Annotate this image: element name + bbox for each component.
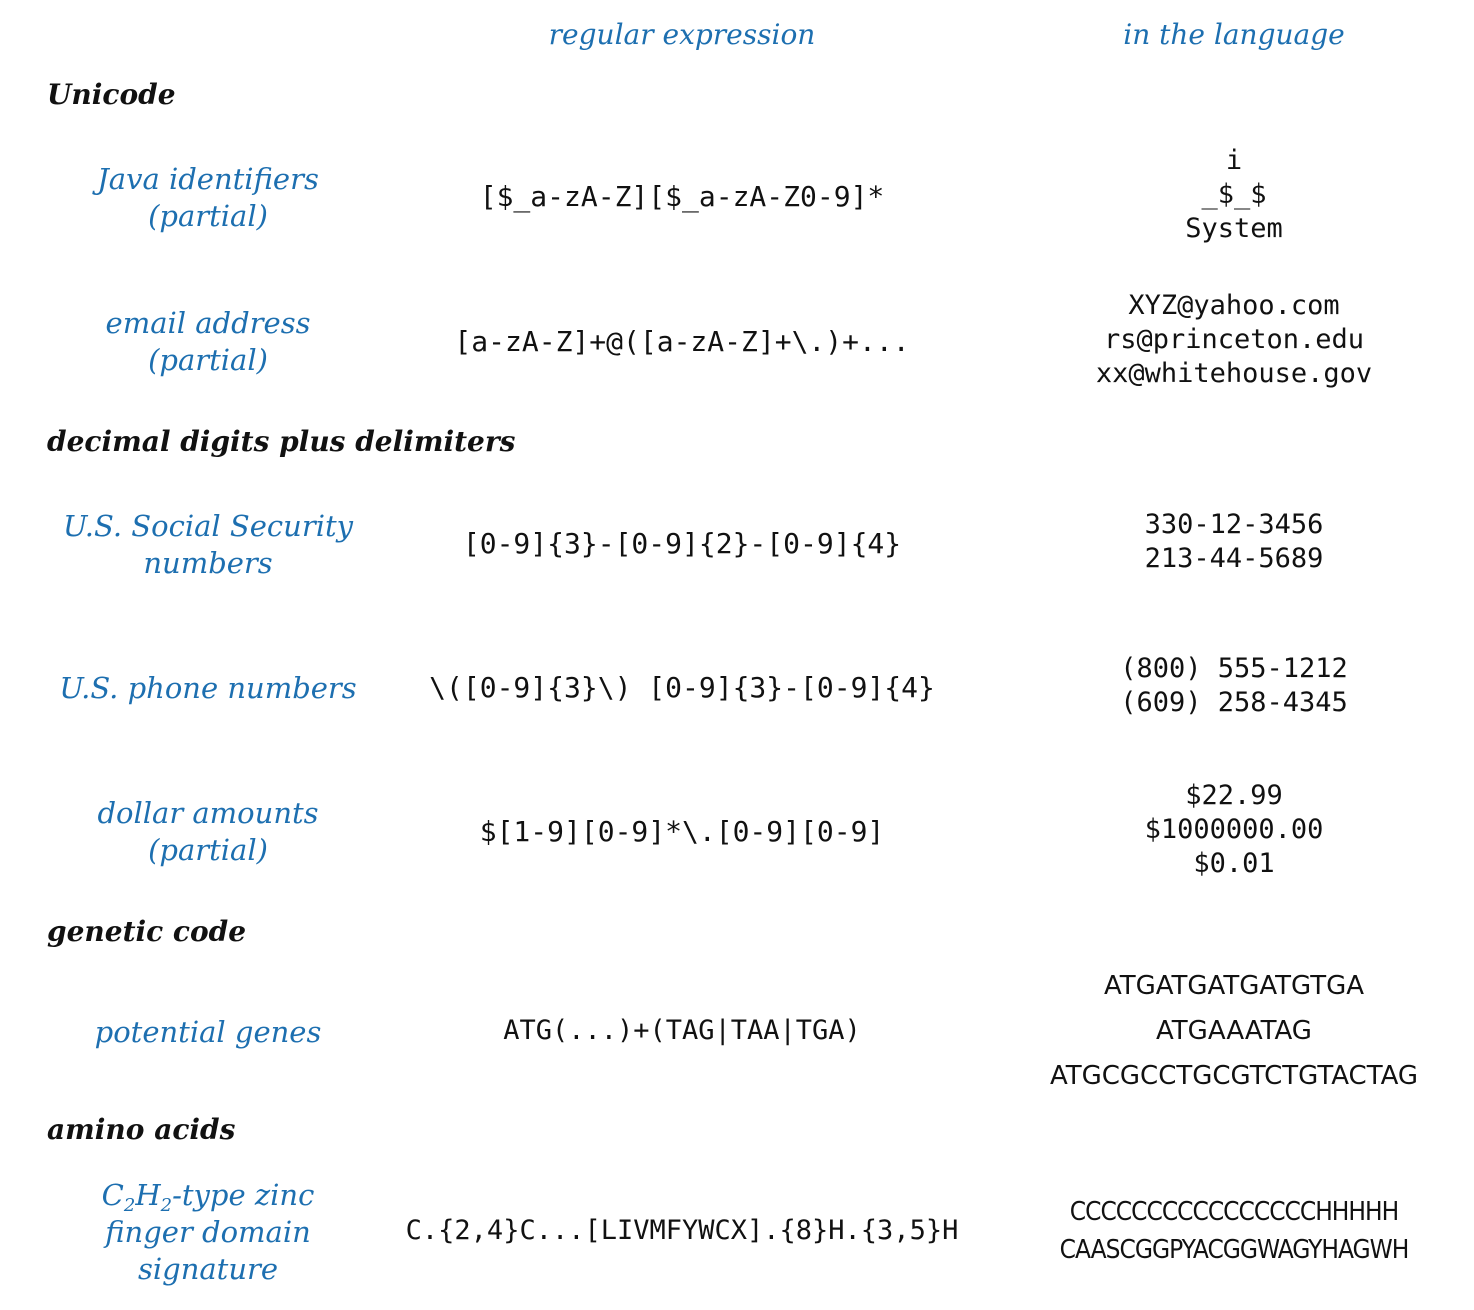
row-zinc-desc-sub1: 2 — [123, 1195, 136, 1216]
row-dollar-desc-line1: dollar amounts — [97, 796, 319, 830]
row-genes-example-2: ATGAAATAG — [1156, 1016, 1312, 1046]
row-zinc-description — [102, 1177, 315, 1288]
row-java-description — [97, 161, 319, 235]
row-genes-example-3: ATGCGCCTGCGTCTGTACTAG — [1049, 1061, 1419, 1091]
row-ssn-regex: [0-9]{3}-[0-9]{2}-[0-9]{4} — [462, 527, 902, 560]
row-phone-regex: \([0-9]{3}\) [0-9]{3}-[0-9]{4} — [429, 671, 935, 704]
row-phone-desc-line1: U.S. phone numbers — [59, 671, 357, 705]
row-dollar-example-2: $1000000.00 — [1144, 814, 1324, 845]
row-java-desc-line2: (partial) — [148, 199, 268, 233]
row-genes-example-1: ATGATGATGATGTGA — [1103, 971, 1365, 1001]
row-zinc-examples — [1060, 1193, 1409, 1269]
category-genetic: genetic code — [47, 915, 247, 948]
row-zinc-desc-sub2: 2 — [160, 1195, 173, 1216]
row-ssn-desc-line2: numbers — [143, 546, 273, 580]
row-zinc-desc-rest: -type zinc — [172, 1178, 315, 1212]
row-email-desc-line1: email address — [105, 306, 311, 340]
row-phone-examples — [1120, 652, 1348, 720]
row-zinc-example-1: CCCCCCCCCCCCCCCCHHHHH — [1069, 1197, 1399, 1227]
row-dollar-example-1: $22.99 — [1185, 780, 1283, 811]
row-email-description — [106, 305, 311, 379]
row-ssn-example-2: 213-44-5689 — [1144, 543, 1324, 574]
row-dollar-examples — [1145, 779, 1324, 881]
row-email-example-3: xx@whitehouse.gov — [1095, 358, 1373, 389]
row-zinc-desc-line3: signature — [137, 1252, 279, 1286]
row-email-desc-line2: (partial) — [148, 343, 268, 377]
row-dollar-description — [97, 795, 318, 869]
row-java-examples — [1185, 144, 1283, 246]
row-dollar-desc-line2: (partial) — [148, 833, 268, 867]
row-dollar-example-3: $0.01 — [1193, 848, 1275, 879]
category-amino: amino acids — [47, 1113, 236, 1146]
column-header-regex: regular expression — [548, 18, 816, 51]
row-zinc-desc-line2: finger domain — [105, 1215, 311, 1249]
row-phone-example-1: (800) 555-1212 — [1120, 653, 1348, 684]
column-header-language: in the language — [1123, 18, 1345, 51]
row-zinc-desc-h: H — [135, 1178, 161, 1212]
row-email-example-2: rs@princeton.edu — [1103, 324, 1365, 355]
row-java-example-2: _$_$ — [1201, 179, 1267, 210]
row-phone-description — [59, 670, 356, 707]
row-genes-examples — [1050, 964, 1418, 1099]
row-ssn-example-1: 330-12-3456 — [1144, 509, 1324, 540]
row-ssn-examples — [1145, 508, 1324, 576]
row-genes-desc-line1: potential genes — [94, 1015, 322, 1049]
row-email-example-1: XYZ@yahoo.com — [1128, 290, 1340, 321]
row-zinc-desc-line1 — [102, 1177, 315, 1214]
row-java-regex: [$_a-zA-Z][$_a-zA-Z0-9]* — [479, 180, 885, 213]
row-ssn-description — [63, 508, 353, 582]
row-phone-example-2: (609) 258-4345 — [1120, 687, 1348, 718]
category-unicode: Unicode — [47, 78, 176, 111]
row-zinc-example-2: CAASCGGPYACGGWAGYHAGWH — [1059, 1235, 1409, 1265]
row-ssn-desc-line1: U.S. Social Security — [62, 509, 354, 543]
row-email-regex: [a-zA-Z]+@([a-zA-Z]+\.)+... — [454, 325, 910, 358]
row-genes-description — [95, 1014, 322, 1051]
row-java-example-1: i — [1225, 145, 1243, 176]
row-java-desc-line1: Java identifiers — [97, 162, 319, 196]
row-dollar-regex: $[1-9][0-9]*\.[0-9][0-9] — [479, 815, 885, 848]
row-java-example-3: System — [1185, 213, 1283, 244]
row-zinc-regex: C.{2,4}C...[LIVMFYWCX].{8}H.{3,5}H — [405, 1215, 959, 1246]
category-decimal: decimal digits plus delimiters — [47, 425, 516, 458]
row-zinc-desc-c: C — [101, 1178, 124, 1212]
row-genes-regex: ATG(...)+(TAG|TAA|TGA) — [503, 1015, 861, 1046]
row-email-examples — [1096, 289, 1372, 391]
